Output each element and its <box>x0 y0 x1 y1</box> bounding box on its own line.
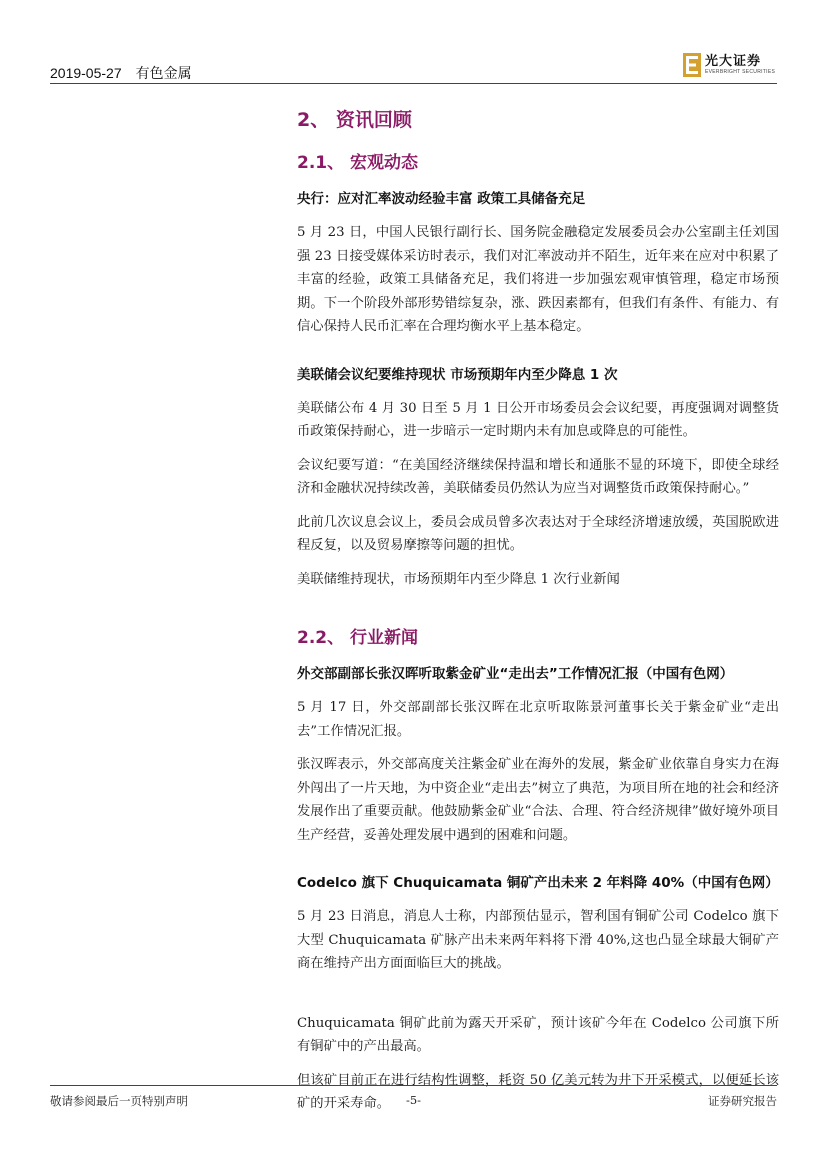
news-paragraph: 美联储公布 4 月 30 日至 5 月 1 日公开市场委员会会议纪要，再度强调对调整货币政策保持耐心，进一步暗示一定时期内未有加息或降息的可能性。 <box>297 400 779 439</box>
news-paragraph: 张汉晖表示，外交部高度关注紫金矿业在海外的发展，紫金矿业依靠自身实力在海外闯出了一片天地，为中资企业“走出去”树立了典范，为项目所在地的社会和经济发展作出了重要贡献。他鼓励紫金矿业“合法、合理、符合经济规律”做好境外项目生产经营，妥善处理发展中遇到的困难和问题。 <box>297 757 779 843</box>
news-item <box>297 363 779 592</box>
news-paragraph: 会议纪要写道：“在美国经济继续保持温和增长和通胀不显的环境下，即使全球经济和金融状况持续改善，美联储委员仍然认为应当对调整货币政策保持耐心。” <box>297 457 779 496</box>
sector-name: 有色金属 <box>135 65 192 81</box>
news-title: Codelco 旗下 Chuquicamata 铜矿产出未来 2 年料降 40%（中国有色网） <box>297 875 779 891</box>
news-paragraph: 但该矿目前正在进行结构性调整，耗资 50 亿美元转为井下开采模式，以便延长该矿的开采寿命。 <box>297 1072 779 1111</box>
news-paragraph: 此前几次议息会议上，委员会成员曾多次表达对于全球经济增速放缓，英国脱欧进程反复，以及贸易摩擦等问题的担忧。 <box>297 514 779 553</box>
logo-mark-icon <box>683 53 701 77</box>
footer-disclaimer: 敬请参阅最后一页特别声明 <box>50 1094 188 1108</box>
news-paragraph: 5 月 17 日，外交部副部长张汉晖在北京听取陈景河董事长关于紫金矿业“走出去”工作情况汇报。 <box>297 700 779 739</box>
company-logo <box>683 52 775 78</box>
news-paragraph: 5 月 23 日消息，消息人士称，内部预估显示，智利国有铜矿公司 Codelco 旗下大型 Chuquicamata 矿脉产出未来两年料将下滑 40%,这也凸显全球最大铜矿产商在维持产出方面面临巨大的挑战。 <box>297 909 779 971</box>
logo-chinese-name: 光大证券 <box>705 54 762 69</box>
news-title: 央行：应对汇率波动经验丰富 政策工具储备充足 <box>297 191 586 207</box>
section-title: 2、 资讯回顾 <box>297 109 412 131</box>
news-title: 外交部副部长张汉晖听取紫金矿业“走出去”工作情况汇报（中国有色网） <box>297 666 734 682</box>
news-title: 美联储会议纪要维持现状 市场预期年内至少降息 1 次 <box>297 366 618 383</box>
news-paragraph: 5 月 23 日，中国人民银行副行长、国务院金融稳定发展委员会办公室副主任刘国强 23 日接受媒体采访时表示，我们对汇率波动并不陌生，近年来在应对中积累了丰富的经验，政策工具储备充足，我们将进一步加强宏观审慎管理，稳定市场预期。下一个阶段外部形势错综复杂，涨、跌因素都有，但我们有条件、有能力、有信心保持人民币汇率在合理均衡水平上基本稳定。 <box>297 225 779 334</box>
logo-english-name: EVERBRIGHT SECURITIES <box>705 69 776 75</box>
news-paragraph: Chuquicamata 铜矿此前为露天开采矿，预计该矿今年在 Codelco 公司旗下所有铜矿中的产出最高。 <box>297 1015 779 1054</box>
news-item <box>297 871 779 1116</box>
page-number: -5- <box>405 1093 422 1107</box>
news-item <box>297 187 779 339</box>
news-paragraph: 美联储维持现状，市场预期年内至少降息 1 次行业新闻 <box>297 571 620 587</box>
subsection-title-macro: 2.1、 宏观动态 <box>297 153 419 173</box>
main-content <box>297 100 779 1126</box>
subsection-title-industry: 2.2、 行业新闻 <box>297 628 419 648</box>
news-item <box>297 662 779 847</box>
header-divider <box>50 83 777 84</box>
report-date: 2019-05-27 <box>50 65 122 81</box>
report-header <box>50 63 192 83</box>
footer-report-type: 证券研究报告 <box>708 1094 777 1108</box>
footer-divider <box>50 1085 777 1086</box>
